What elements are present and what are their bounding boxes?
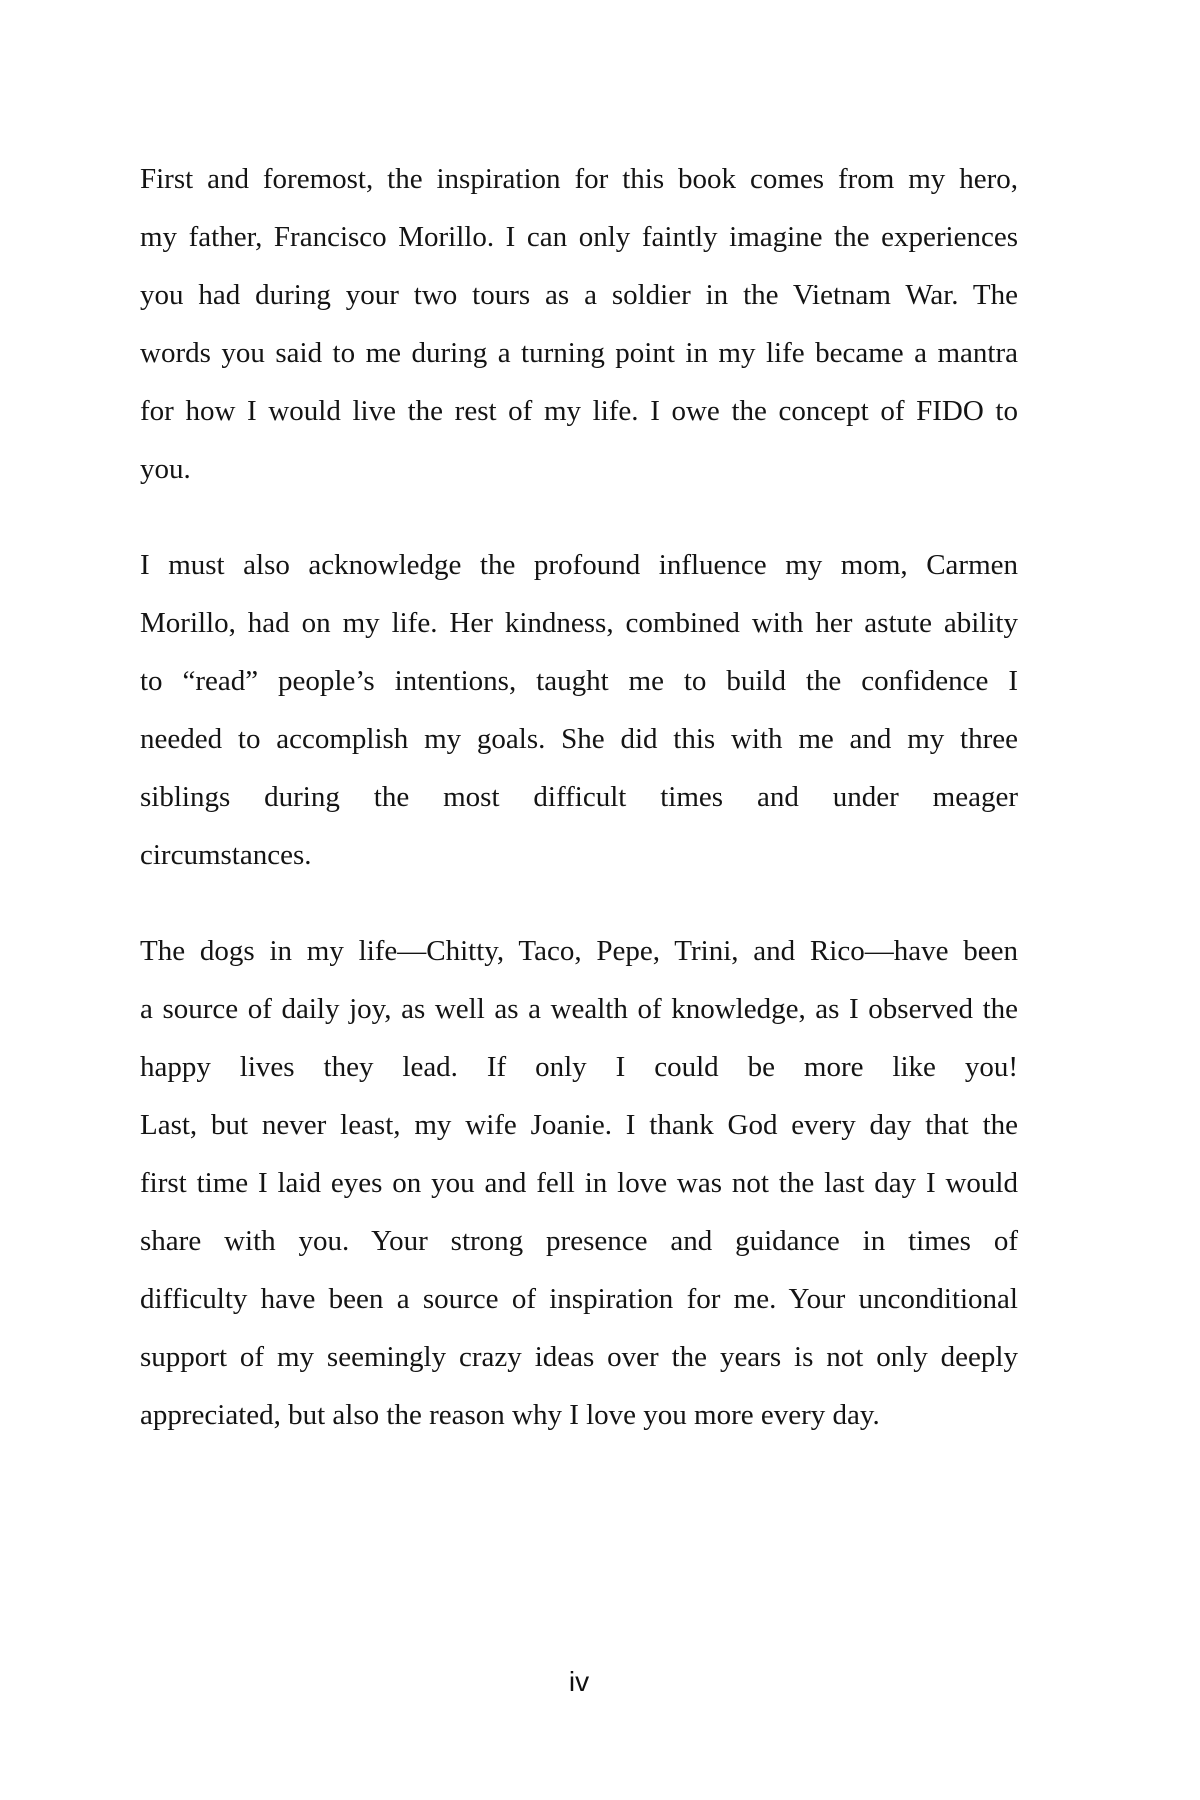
text-line: for how I would live the rest of my life. I owe the concept of FIDO to (140, 395, 1018, 427)
text-line: support of my seemingly crazy ideas over the years is not only deeply (140, 1341, 1018, 1373)
text-line: Morillo, had on my life. Her kindness, combined with her astute ability (140, 607, 1018, 639)
text-line: The dogs in my life—Chitty, Taco, Pepe, Trini, and Rico—have been (140, 935, 1018, 967)
text-line: I must also acknowledge the profound influence my mom, Carmen (140, 549, 1018, 581)
paragraph (140, 150, 1018, 498)
text-line: appreciated, but also the reason why I love you more every day. (140, 1399, 880, 1431)
text-line: to “read” people’s intentions, taught me to build the confidence I (140, 665, 1018, 697)
text-line: First and foremost, the inspiration for this book comes from my hero, (140, 163, 1018, 195)
acknowledgments-text (140, 150, 1018, 1444)
text-line: share with you. Your strong presence and guidance in times of (140, 1225, 1018, 1257)
text-line: a source of daily joy, as well as a wealth of knowledge, as I observed the (140, 993, 1018, 1025)
text-line: circumstances. (140, 839, 312, 871)
page-number: iv (568, 1666, 590, 1697)
text-line: siblings during the most difficult times and under meager (140, 781, 1018, 813)
paragraph (140, 536, 1018, 884)
text-line: difficulty have been a source of inspiration for me. Your unconditional (140, 1283, 1018, 1315)
paragraph (140, 922, 1018, 1444)
text-line: needed to accomplish my goals. She did this with me and my three (140, 723, 1018, 755)
text-line: happy lives they lead. If only I could be more like you! (140, 1051, 1018, 1083)
text-line: you. (140, 453, 191, 485)
text-line: first time I laid eyes on you and fell in love was not the last day I would (140, 1167, 1018, 1199)
text-line: you had during your two tours as a soldier in the Vietnam War. The (140, 279, 1018, 311)
text-line: my father, Francisco Morillo. I can only faintly imagine the experiences (140, 221, 1018, 253)
text-line: Last, but never least, my wife Joanie. I thank God every day that the (140, 1109, 1018, 1141)
text-line: words you said to me during a turning point in my life became a mantra (140, 337, 1018, 369)
